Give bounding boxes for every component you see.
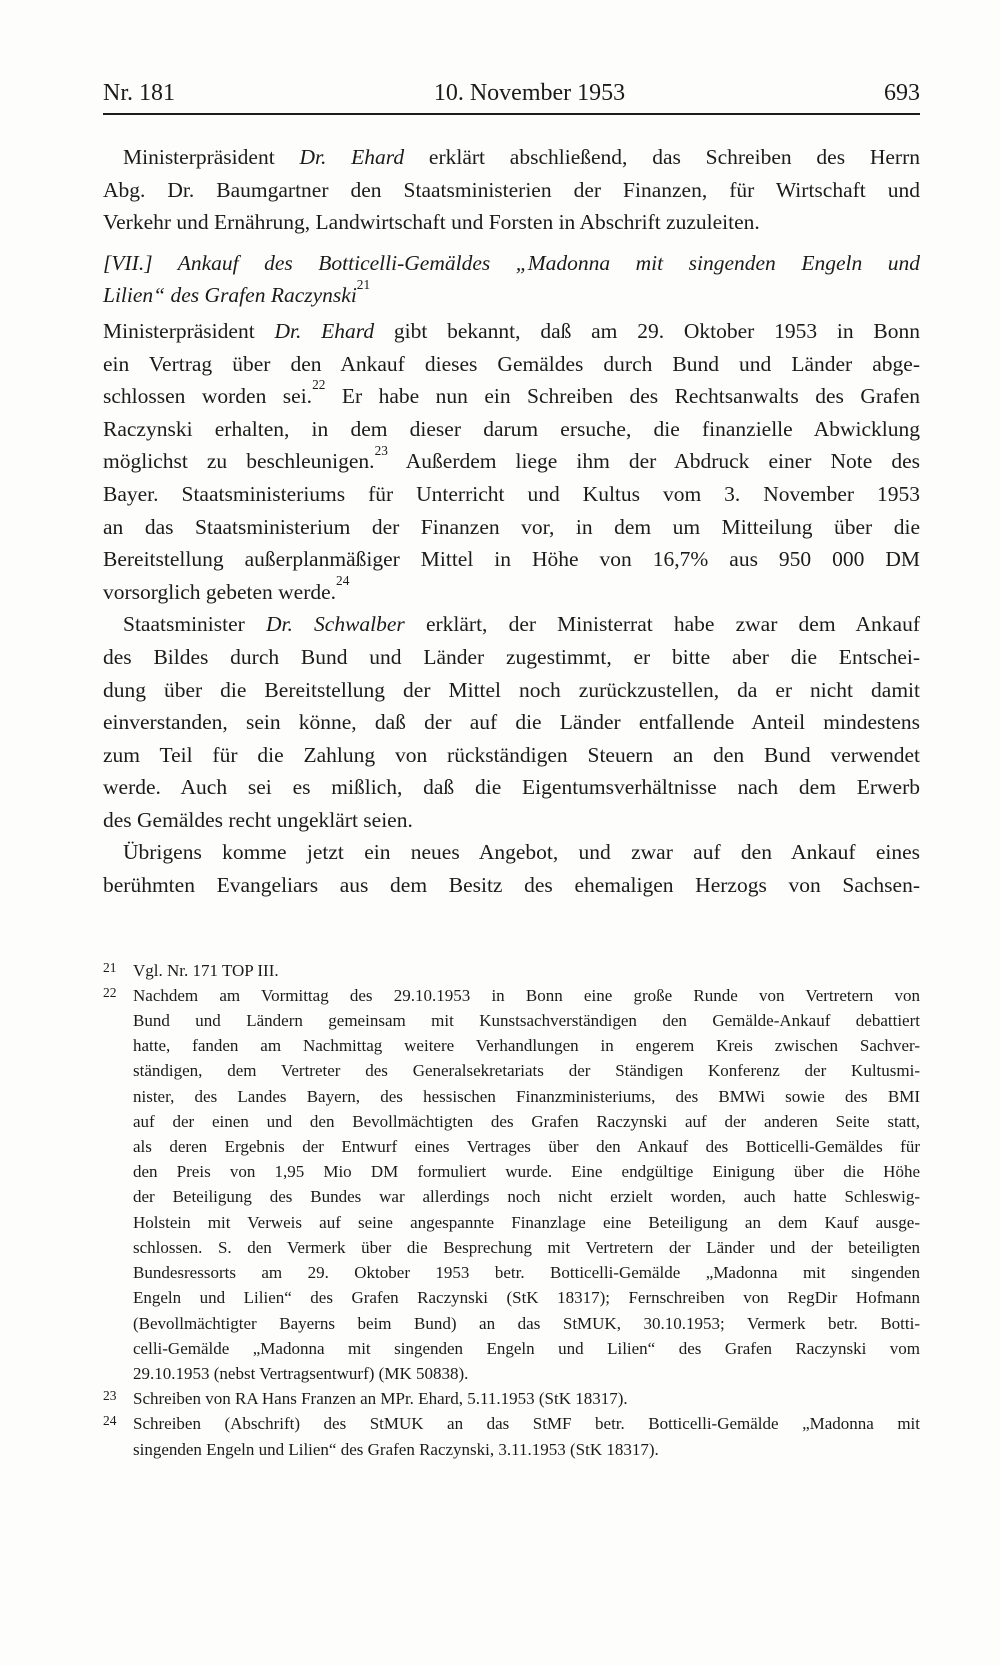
footnote-line: Holstein mit Verweis auf seine angespannte Finanzlage eine Beteiligung an dem Kauf ausge- xyxy=(133,1212,920,1232)
text-segment: gibt bekannt, daß am 29. Oktober 1953 in Bonn xyxy=(374,318,920,343)
footnote-text xyxy=(133,983,920,1386)
footnote-line: Nachdem am Vormittag des 29.10.1953 in Bonn eine große Runde von Vertretern von xyxy=(133,985,920,1005)
footnote-line: (Bevollmächtigter Bayerns beim Bund) an das StMUK, 30.10.1953; Vermerk betr. Botti- xyxy=(133,1313,920,1333)
footnote-line: nister, des Landes Bayern, des hessischen Finanzministeriums, des BMWi sowie des BMI xyxy=(133,1086,920,1106)
body-line: werde. Auch sei es mißlich, daß die Eigentumsverhältnisse nach dem Erwerb xyxy=(103,775,920,800)
footnote-line: Bund und Ländern gemeinsam mit Kunstsachverständigen den Gemälde-Ankauf debattiert xyxy=(133,1011,920,1031)
footnote-line: hatte, fanden am Nachmittag weitere Verhandlungen in engerem Kreis zwischen Sachver- xyxy=(133,1036,920,1056)
paragraph-4 xyxy=(103,836,920,901)
header-date: 10. November 1953 xyxy=(433,80,626,106)
footnote-21 xyxy=(103,958,920,983)
body-line: einverstanden, sein könne, daß der auf die Länder entfallende Anteil mindestens xyxy=(103,710,920,735)
body-line: zum Teil für die Zahlung von rückständigen Steuern an den Bund verwendet xyxy=(103,742,920,767)
footnote-line: auf der einen und den Bevollmächtigten des Grafen Raczynski auf der anderen Seite statt, xyxy=(133,1111,920,1131)
footnote-number: 23 xyxy=(103,1388,117,1404)
section-heading xyxy=(103,247,920,312)
person-name: Dr. Ehard xyxy=(299,145,405,169)
footnote-line: der Beteiligung des Bundes war allerdings noch nicht erzielt worden, auch hatte Schleswig- xyxy=(133,1187,920,1207)
footnote-line: schlossen. S. den Vermerk über die Besprechung mit Vertretern der Länder und der beteiligten xyxy=(133,1237,920,1257)
footnote-reference: 22 xyxy=(312,377,326,393)
footnote-line: celli-Gemälde „Madonna mit singenden Engeln und Lilien“ des Grafen Raczynski vom xyxy=(133,1338,920,1358)
body-line: Verkehr und Ernährung, Landwirtschaft und Forsten in Abschrift zuzuleiten. xyxy=(103,210,760,235)
body-line xyxy=(103,141,920,174)
text-segment: Er habe nun ein Schreiben des Rechtsanwalts des Grafen xyxy=(325,384,920,409)
footnotes-section xyxy=(103,958,920,1462)
paragraph-2 xyxy=(103,315,920,608)
main-text xyxy=(103,141,920,902)
body-line: Raczynski erhalten, in dem dieser darum ersuche, die finanzielle Abwicklung xyxy=(103,416,920,441)
footnote-text xyxy=(133,958,920,983)
footnote-24 xyxy=(103,1411,920,1461)
footnote-number: 24 xyxy=(103,1413,117,1429)
doc-number: Nr. 181 xyxy=(103,80,175,106)
page-number: 693 xyxy=(883,80,920,106)
body-line: Bereitstellung außerplanmäßiger Mittel in Höhe von 16,7% aus 950 000 DM xyxy=(103,547,920,572)
footnote-text xyxy=(133,1386,920,1411)
body-line: des Gemäldes recht ungeklärt seien. xyxy=(103,807,413,832)
footnote-number: 21 xyxy=(103,959,117,975)
footnote-number: 22 xyxy=(103,984,117,1000)
text-segment: Außerdem liege ihm der Abdruck einer Note des xyxy=(387,449,920,474)
body-line xyxy=(103,377,920,413)
text-segment: schlossen worden sei. xyxy=(103,384,313,409)
footnote-line: Schreiben von RA Hans Franzen an MPr. Ehard, 5.11.1953 (StK 18317). xyxy=(133,1389,628,1409)
body-line xyxy=(103,315,920,348)
footnote-reference: 23 xyxy=(374,442,388,458)
footnote-line: den Preis von 1,95 Mio DM formuliert wurde. Eine endgültige Einigung über die Höhe xyxy=(133,1162,920,1182)
body-line: Übrigens komme jetzt ein neues Angebot, und zwar auf den Ankauf eines xyxy=(123,840,920,865)
text-segment: erklärt abschließend, das Schreiben des Herrn xyxy=(404,145,921,169)
body-line: dung über die Bereitstellung der Mittel noch zurückzustellen, da er nicht damit xyxy=(103,677,920,702)
text-segment: erklärt, der Ministerrat habe zwar dem Ankauf xyxy=(404,612,920,637)
paragraph-3 xyxy=(103,608,920,836)
footnote-line: Engeln und Lilien“ des Grafen Raczynski (StK 18317); Fernschreiben von RegDir Hofmann xyxy=(133,1288,920,1308)
footnote-line: Vgl. Nr. 171 TOP III. xyxy=(133,960,279,980)
body-line: berühmten Evangeliars aus dem Besitz des ehemaligen Herzogs von Sachsen- xyxy=(103,873,920,898)
body-line: Bayer. Staatsministeriums für Unterricht und Kultus vom 3. November 1953 xyxy=(103,481,920,506)
text-segment: Ministerpräsident xyxy=(103,318,275,343)
text-segment: möglichst zu beschleunigen. xyxy=(103,449,375,474)
footnote-line: als deren Ergebnis der Entwurf eines Vertrages über den Ankauf des Botticelli-Gemäldes für xyxy=(133,1137,920,1157)
footnote-text xyxy=(133,1411,920,1461)
person-name: Dr. Schwalber xyxy=(265,612,405,637)
footnote-reference: 24 xyxy=(336,572,350,588)
body-line xyxy=(103,608,920,641)
header-rule xyxy=(103,113,920,115)
body-line xyxy=(103,442,920,478)
person-name: Dr. Ehard xyxy=(274,318,375,343)
footnote-22 xyxy=(103,983,920,1386)
running-header xyxy=(103,80,920,106)
body-line: Abg. Dr. Baumgartner den Staatsministerien der Finanzen, für Wirtschaft und xyxy=(103,177,920,202)
body-line xyxy=(103,572,920,609)
footnote-line: Schreiben (Abschrift) des StMUK an das StMF betr. Botticelli-Gemälde „Madonna mit xyxy=(133,1414,920,1434)
text-segment: vorsorglich gebeten werde. xyxy=(103,579,337,604)
footnote-line: 29.10.1953 (nebst Vertragsentwurf) (MK 50838). xyxy=(133,1363,469,1383)
paragraph-1 xyxy=(103,141,920,239)
footnote-line: ständigen, dem Vertreter des Generalsekretariats der Ständigen Konferenz der Kultusmi- xyxy=(133,1061,920,1081)
body-line: an das Staatsministerium der Finanzen vor, in dem um Mitteilung über die xyxy=(103,514,920,539)
footnote-line: Bundesressorts am 29. Oktober 1953 betr. Botticelli-Gemälde „Madonna mit singenden xyxy=(133,1263,920,1283)
body-line: ein Vertrag über den Ankauf dieses Gemäldes durch Bund und Länder abge- xyxy=(103,351,920,376)
heading-line: [VII.] Ankauf des Botticelli-Gemäldes „Madonna mit singenden Engeln und xyxy=(103,250,920,275)
body-line: des Bildes durch Bund und Länder zugestimmt, er bitte aber die Entschei- xyxy=(103,644,920,669)
text-segment: Staatsminister xyxy=(123,612,266,637)
footnote-reference: 21 xyxy=(356,276,371,292)
footnote-line: singenden Engeln und Lilien“ des Grafen Raczynski, 3.11.1953 (StK 18317). xyxy=(133,1439,659,1459)
text-segment: Lilien“ des Grafen Raczynski xyxy=(103,283,357,308)
footnote-23 xyxy=(103,1386,920,1411)
text-block xyxy=(103,0,920,1462)
heading-line xyxy=(103,276,920,312)
text-segment: Ministerpräsident xyxy=(123,145,300,169)
